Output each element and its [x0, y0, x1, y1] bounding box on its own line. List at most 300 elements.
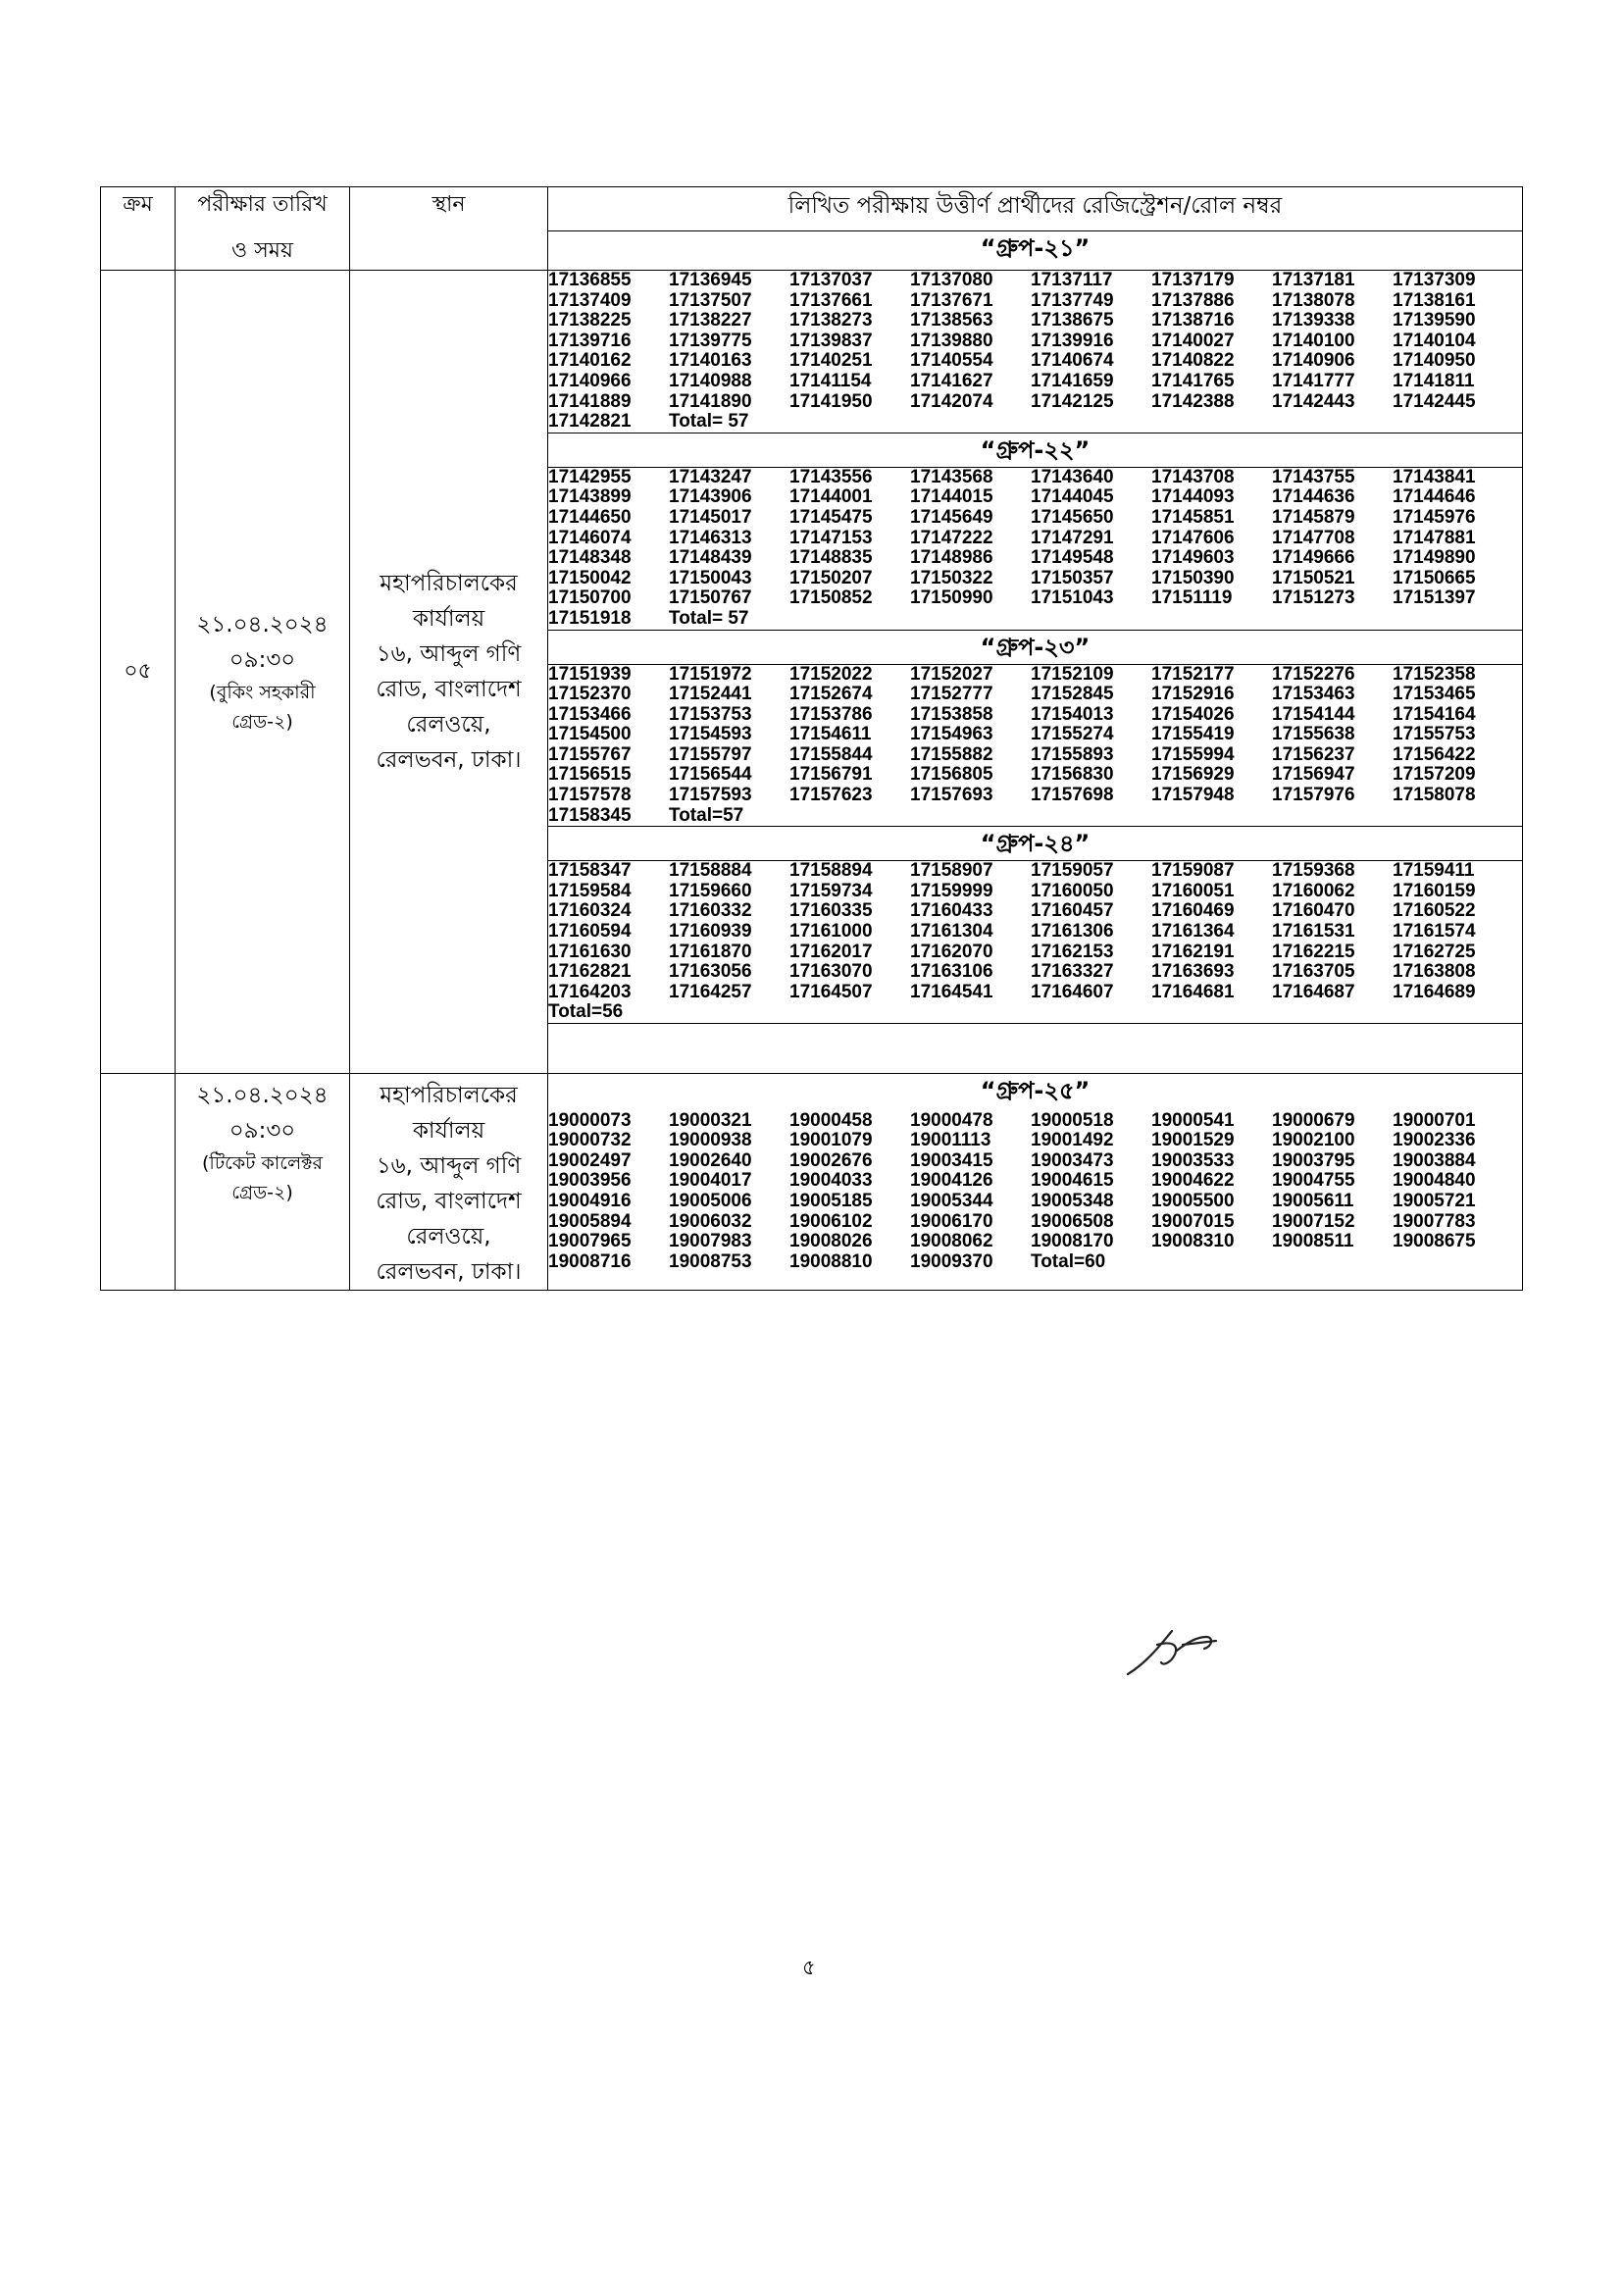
roll-number: 19004126: [910, 1170, 993, 1192]
roll-number: 17149890: [1393, 547, 1476, 569]
roll-number: 17151939: [548, 663, 632, 685]
roll-number: 17138078: [1272, 289, 1355, 311]
roll-number: 17163106: [910, 961, 993, 983]
section2-venue: [350, 1074, 548, 1291]
roll-number: 17144650: [548, 506, 632, 528]
roll-number: 17136855: [548, 270, 632, 290]
roll-row: [548, 1171, 1522, 1192]
roll-number: 17156830: [1031, 764, 1114, 786]
roll-number: 19005185: [789, 1191, 873, 1212]
roll-number: 17159087: [1151, 860, 1235, 882]
roll-row: [548, 765, 1522, 786]
roll-number: 17152916: [1151, 684, 1235, 705]
roll-row: [548, 372, 1522, 392]
roll-row: [548, 943, 1522, 963]
roll-number: 19006170: [910, 1210, 993, 1232]
roll-number: 17158907: [910, 860, 993, 882]
group-title: “গ্রুপ-২১”: [548, 231, 1523, 271]
roll-number: 17143568: [910, 466, 993, 487]
venue-line: ১৬, আব্দুল গণি: [376, 1153, 522, 1179]
roll-number: 17155844: [789, 743, 873, 765]
venue-line: রেলওয়ে,: [406, 1224, 491, 1249]
handwritten-signature: [1118, 1623, 1236, 1682]
roll-number: 17152845: [1031, 684, 1114, 705]
roll-number: 17143708: [1151, 466, 1235, 487]
roll-number: 19000938: [669, 1130, 752, 1151]
roll-number: 17150665: [1393, 567, 1476, 588]
roll-number: 17164607: [1031, 981, 1114, 1002]
group-title: “গ্রুপ-২২”: [548, 433, 1523, 467]
group-total: Total=60: [1031, 1250, 1106, 1272]
roll-number: 17156422: [1393, 743, 1476, 765]
group-total: Total=56: [548, 1001, 624, 1023]
roll-number: 17160159: [1393, 880, 1476, 901]
header-row: [101, 187, 1523, 231]
group-total: Total=57: [669, 804, 744, 826]
roll-number: 17152358: [1393, 663, 1476, 685]
roll-number: 17152022: [789, 663, 873, 685]
roll-number: 19008170: [1031, 1231, 1114, 1252]
roll-number: 19009370: [910, 1250, 993, 1272]
roll-number: 19007152: [1272, 1210, 1355, 1232]
group-title: “গ্রুপ-২৩”: [548, 630, 1523, 664]
section2-date: ২১.০৪.২০২৪: [196, 1083, 329, 1108]
roll-number: 17147291: [1031, 527, 1114, 548]
roll-number: 17144093: [1151, 486, 1235, 508]
roll-number: 17150043: [669, 567, 752, 588]
roll-number: 17147606: [1151, 527, 1235, 548]
roll-number: 17161870: [669, 941, 752, 962]
group-rolls: [548, 467, 1523, 630]
roll-number: 19003415: [910, 1149, 993, 1171]
roll-number: 19008026: [789, 1231, 873, 1252]
roll-number: 19001492: [1031, 1130, 1114, 1151]
roll-number: 17153466: [548, 703, 632, 725]
venue-line: রোড, বাংলাদেশ: [376, 1189, 522, 1214]
roll-number: 17153858: [910, 703, 993, 725]
roll-number: 19003473: [1031, 1149, 1114, 1171]
roll-number: 17139775: [669, 330, 752, 351]
roll-number: 17152674: [789, 684, 873, 705]
roll-number: 17138675: [1031, 310, 1114, 331]
roll-number: 19005721: [1393, 1191, 1476, 1212]
roll-number: 17148348: [548, 547, 632, 569]
roll-number: 17140104: [1393, 330, 1476, 351]
venue-line: কার্যালয়: [412, 606, 485, 632]
roll-number: 19000701: [1393, 1109, 1476, 1131]
roll-row: [548, 468, 1522, 488]
roll-number: 17159660: [669, 880, 752, 901]
roll-number: 17153753: [669, 703, 752, 725]
roll-number: 17137661: [789, 289, 873, 311]
roll-row: [548, 412, 1522, 433]
roll-number: 17164257: [669, 981, 752, 1002]
roll-number: 17155419: [1151, 724, 1235, 745]
roll-number: 19008675: [1393, 1231, 1476, 1252]
roll-number: 17160470: [1272, 900, 1355, 922]
roll-row: [548, 291, 1522, 312]
group-rolls: [548, 664, 1523, 827]
roll-number: 19002100: [1272, 1130, 1355, 1151]
roll-number: 17163705: [1272, 961, 1355, 983]
roll-number: 19003795: [1272, 1149, 1355, 1171]
roll-number: 17143899: [548, 486, 632, 508]
roll-number: 19004017: [669, 1170, 752, 1192]
roll-row: [548, 331, 1522, 352]
roll-number: 17136945: [669, 270, 752, 290]
roll-number: 17162215: [1272, 941, 1355, 962]
roll-number: 17152027: [910, 663, 993, 685]
roll-number: 17144636: [1272, 486, 1355, 508]
section1-post-line2: গ্রেড-২): [231, 711, 293, 733]
roll-number: 17144045: [1031, 486, 1114, 508]
roll-number: 19007783: [1393, 1210, 1476, 1232]
roll-number: 19005894: [548, 1210, 632, 1232]
roll-row: [548, 983, 1522, 1003]
roll-number: 17142388: [1151, 390, 1235, 412]
roll-number: 17138225: [548, 310, 632, 331]
roll-number: 17140822: [1151, 350, 1235, 372]
roll-number: 17156805: [910, 764, 993, 786]
roll-number: 17148439: [669, 547, 752, 569]
roll-number: 17162070: [910, 941, 993, 962]
roll-number: 17161531: [1272, 921, 1355, 943]
roll-number: 17141765: [1151, 370, 1235, 391]
roll-number: 17137117: [1031, 270, 1113, 290]
roll-number: 17139916: [1031, 330, 1114, 351]
section1-venue: [350, 271, 548, 1074]
roll-row: [548, 508, 1522, 529]
roll-number: 17147881: [1393, 527, 1476, 548]
roll-number: 19005500: [1151, 1191, 1235, 1212]
roll-number: 17145851: [1151, 506, 1235, 528]
roll-number: 17156515: [548, 764, 632, 786]
roll-number: 17138716: [1151, 310, 1235, 331]
roll-number: 17161306: [1031, 921, 1114, 943]
roll-number: 17150357: [1031, 567, 1114, 588]
roll-number: 17148986: [910, 547, 993, 569]
roll-number: 17143841: [1393, 466, 1476, 487]
section2-serial: [101, 1074, 176, 1291]
roll-number: 17154026: [1151, 703, 1235, 725]
results-table: [100, 186, 1523, 1291]
venue-line: রোড, বাংলাদেশ: [376, 677, 522, 702]
roll-number: 17140251: [789, 350, 873, 372]
roll-row: [548, 725, 1522, 745]
roll-number: 17159584: [548, 880, 632, 901]
section1-time: ০৯:৩০: [228, 647, 296, 673]
roll-number: 17155767: [548, 743, 632, 765]
roll-number: 17160594: [548, 921, 632, 943]
roll-number: 17164541: [910, 981, 993, 1002]
roll-number: 17157593: [669, 785, 752, 806]
roll-row: [548, 311, 1522, 331]
roll-number: 17157948: [1151, 785, 1235, 806]
roll-number: 17137080: [910, 270, 993, 290]
roll-number: 17141950: [789, 390, 873, 412]
roll-number: 17148835: [789, 547, 873, 569]
roll-row: [548, 609, 1522, 630]
roll-number: 17160469: [1151, 900, 1235, 922]
roll-number: 17154963: [910, 724, 993, 745]
header-date-time-line2: ও সময়: [231, 238, 293, 263]
roll-row: [548, 861, 1522, 882]
roll-number: 17140100: [1272, 330, 1355, 351]
roll-number: 17149666: [1272, 547, 1355, 569]
roll-number: 17164203: [548, 981, 632, 1002]
roll-number: 17161574: [1393, 921, 1476, 943]
roll-number: 17151119: [1151, 587, 1233, 609]
roll-number: 19008810: [789, 1250, 873, 1272]
roll-number: 17163808: [1393, 961, 1476, 983]
roll-number: 17150042: [548, 567, 632, 588]
roll-number: 17156947: [1272, 764, 1355, 786]
roll-number: 19007965: [548, 1231, 632, 1252]
roll-number: 17138563: [910, 310, 993, 331]
roll-number: 17160433: [910, 900, 993, 922]
roll-number: 17150207: [789, 567, 873, 588]
roll-number: 17154500: [548, 724, 632, 745]
roll-number: 17141154: [789, 370, 872, 391]
group-rolls: [548, 1111, 1523, 1291]
roll-number: 17154144: [1272, 703, 1355, 725]
roll-number: 19001079: [789, 1130, 873, 1151]
roll-number: 17140966: [548, 370, 632, 391]
roll-row: [548, 588, 1522, 609]
page-number: ৫: [802, 1956, 816, 1979]
header-date-time: [176, 187, 350, 271]
roll-number: 17137749: [1031, 289, 1114, 311]
roll-number: 17147153: [789, 527, 873, 548]
roll-number: 17140027: [1151, 330, 1235, 351]
roll-number: 17152441: [669, 684, 752, 705]
roll-number: 17158894: [789, 860, 873, 882]
roll-number: 17143556: [789, 466, 873, 487]
roll-number: 17138161: [1393, 289, 1476, 311]
roll-number: 17142074: [910, 390, 993, 412]
section1-serial: ০৫: [101, 271, 176, 1074]
roll-number: 19000679: [1272, 1109, 1355, 1131]
roll-number: 17161364: [1151, 921, 1235, 943]
roll-number: 17151043: [1031, 587, 1114, 609]
roll-number: 17157698: [1031, 785, 1114, 806]
roll-number: 19006032: [669, 1210, 752, 1232]
roll-number: 17161000: [789, 921, 873, 943]
roll-number: 17140950: [1393, 350, 1476, 372]
roll-row: [548, 392, 1522, 413]
roll-number: 17141659: [1031, 370, 1114, 391]
section1-date: ২১.০৪.২০২৪: [196, 612, 329, 637]
roll-number: 17137886: [1151, 289, 1235, 311]
roll-number: 17160457: [1031, 900, 1114, 922]
group-title: “গ্রুপ-২৪”: [548, 827, 1523, 861]
roll-number: 17149548: [1031, 547, 1114, 569]
roll-number: 17157976: [1272, 785, 1355, 806]
roll-number: 17137309: [1393, 270, 1476, 290]
roll-number: 17159411: [1393, 860, 1475, 882]
roll-number: 19000732: [548, 1130, 632, 1151]
roll-number: 17159999: [910, 880, 993, 901]
roll-number: 17140554: [910, 350, 993, 372]
roll-number: 19000073: [548, 1109, 632, 1131]
roll-number: 17163327: [1031, 961, 1114, 983]
roll-number: 19004033: [789, 1170, 873, 1192]
roll-number: 17139880: [910, 330, 993, 351]
roll-row: [548, 922, 1522, 943]
roll-number: 17150700: [548, 587, 632, 609]
roll-number: 17151918: [548, 607, 632, 629]
roll-number: 17160062: [1272, 880, 1355, 901]
roll-number: 17140162: [548, 350, 632, 372]
roll-row: [548, 685, 1522, 705]
roll-number: 17156237: [1272, 743, 1355, 765]
roll-number: 17155893: [1031, 743, 1114, 765]
roll-row: [548, 1002, 1522, 1023]
roll-number: 17160324: [548, 900, 632, 922]
spacer: [548, 1024, 1523, 1074]
roll-number: 19000478: [910, 1109, 993, 1131]
roll-row: [548, 529, 1522, 549]
roll-number: 17156544: [669, 764, 752, 786]
roll-number: 17164689: [1393, 981, 1476, 1002]
roll-number: 17158345: [548, 804, 632, 826]
roll-number: 17141811: [1393, 370, 1475, 391]
roll-number: 19007015: [1151, 1210, 1235, 1232]
roll-number: 17150852: [789, 587, 873, 609]
section2-post-line1: (টিকেট কালেক্টর: [201, 1152, 324, 1174]
roll-number: 17142445: [1393, 390, 1476, 412]
roll-number: 19006508: [1031, 1210, 1114, 1232]
header-venue: স্থান: [350, 187, 548, 271]
roll-number: 19002497: [548, 1149, 632, 1171]
roll-number: 17144001: [789, 486, 873, 508]
section2-post-line2: গ্রেড-২): [231, 1182, 293, 1203]
group-rolls: [548, 271, 1523, 433]
roll-row: [548, 1131, 1522, 1151]
roll-number: 17157209: [1393, 764, 1476, 786]
roll-number: 19003884: [1393, 1149, 1476, 1171]
roll-number: 17138227: [669, 310, 752, 331]
roll-number: 17144015: [910, 486, 993, 508]
roll-number: 19001113: [910, 1130, 991, 1151]
roll-number: 17155638: [1272, 724, 1355, 745]
roll-number: 17142125: [1031, 390, 1114, 412]
roll-number: 17140988: [669, 370, 752, 391]
roll-number: 17147222: [910, 527, 993, 548]
roll-number: 19005344: [910, 1191, 993, 1212]
venue-line: কার্যালয়: [412, 1118, 485, 1144]
roll-number: 17151972: [669, 663, 752, 685]
roll-number: 17160050: [1031, 880, 1114, 901]
header-serial: ক্রম: [101, 187, 176, 271]
roll-number: 17152109: [1031, 663, 1114, 685]
roll-number: 17150521: [1272, 567, 1355, 588]
group-rolls: [548, 861, 1523, 1024]
roll-row: [548, 1252, 1522, 1273]
roll-number: 17152276: [1272, 663, 1355, 685]
roll-number: 17153786: [789, 703, 873, 725]
roll-row: [548, 1212, 1522, 1233]
roll-number: 17150390: [1151, 567, 1235, 588]
roll-number: 19005348: [1031, 1191, 1114, 1212]
roll-number: 17153465: [1393, 684, 1476, 705]
roll-number: 17139590: [1393, 310, 1476, 331]
roll-number: 17160332: [669, 900, 752, 922]
roll-number: 19005006: [669, 1191, 752, 1212]
roll-row: [548, 962, 1522, 983]
roll-number: 17152777: [910, 684, 993, 705]
roll-number: 17152177: [1151, 663, 1235, 685]
venue-line: রেলভবন, ঢাকা।: [376, 1259, 522, 1285]
roll-number: 17157578: [548, 785, 632, 806]
roll-row: [548, 1232, 1522, 1252]
roll-number: 19004916: [548, 1191, 632, 1212]
roll-number: 17142955: [548, 466, 632, 487]
roll-row: [548, 786, 1522, 806]
roll-number: 17154013: [1031, 703, 1114, 725]
roll-number: 19005611: [1272, 1191, 1354, 1212]
roll-number: 17150322: [910, 567, 993, 588]
venue-line: রেলভবন, ঢাকা।: [376, 747, 522, 773]
roll-row: [548, 705, 1522, 726]
roll-number: 19004755: [1272, 1170, 1355, 1192]
roll-number: 17147708: [1272, 527, 1355, 548]
roll-number: 19002676: [789, 1149, 873, 1171]
roll-number: 17159368: [1272, 860, 1355, 882]
roll-number: 17143906: [669, 486, 752, 508]
roll-number: 17155274: [1031, 724, 1114, 745]
roll-number: 17140674: [1031, 350, 1114, 372]
roll-number: 17137507: [669, 289, 752, 311]
roll-row: [548, 487, 1522, 508]
roll-number: 17160522: [1393, 900, 1476, 922]
roll-number: 17157623: [789, 785, 873, 806]
roll-number: 17156929: [1151, 764, 1235, 786]
roll-number: 17142821: [548, 411, 632, 433]
roll-number: 17161630: [548, 941, 632, 962]
roll-number: 17154164: [1393, 703, 1476, 725]
section2-time: ০৯:৩০: [228, 1118, 296, 1144]
roll-number: 19007983: [669, 1231, 752, 1252]
roll-number: 17154611: [789, 724, 872, 745]
roll-number: 17137179: [1151, 270, 1235, 290]
roll-number: 17145017: [669, 506, 752, 528]
venue-line: ১৬, আব্দুল গণি: [376, 641, 522, 667]
section1-post-line1: (বুকিং সহকারী: [209, 682, 316, 703]
roll-number: 17158078: [1393, 785, 1476, 806]
roll-number: 17162153: [1031, 941, 1114, 962]
roll-number: 17163056: [669, 961, 752, 983]
roll-number: 17161304: [910, 921, 993, 943]
roll-row: [548, 901, 1522, 922]
roll-row: [548, 1151, 1522, 1172]
group-total: Total= 57: [669, 411, 749, 433]
roll-number: 17139338: [1272, 310, 1355, 331]
roll-number: 17143640: [1031, 466, 1114, 487]
roll-number: 19002336: [1393, 1130, 1476, 1151]
roll-row: [548, 745, 1522, 766]
group-title: “গ্রুপ-২৫”: [548, 1074, 1523, 1111]
roll-number: 17141627: [910, 370, 993, 391]
roll-number: 19002640: [669, 1149, 752, 1171]
roll-number: 17137409: [548, 289, 632, 311]
roll-number: 17141890: [669, 390, 752, 412]
roll-row: [548, 548, 1522, 569]
roll-number: 17164687: [1272, 981, 1355, 1002]
roll-number: 17150767: [669, 587, 752, 609]
roll-number: 17137037: [789, 270, 873, 290]
roll-row: [548, 271, 1522, 291]
